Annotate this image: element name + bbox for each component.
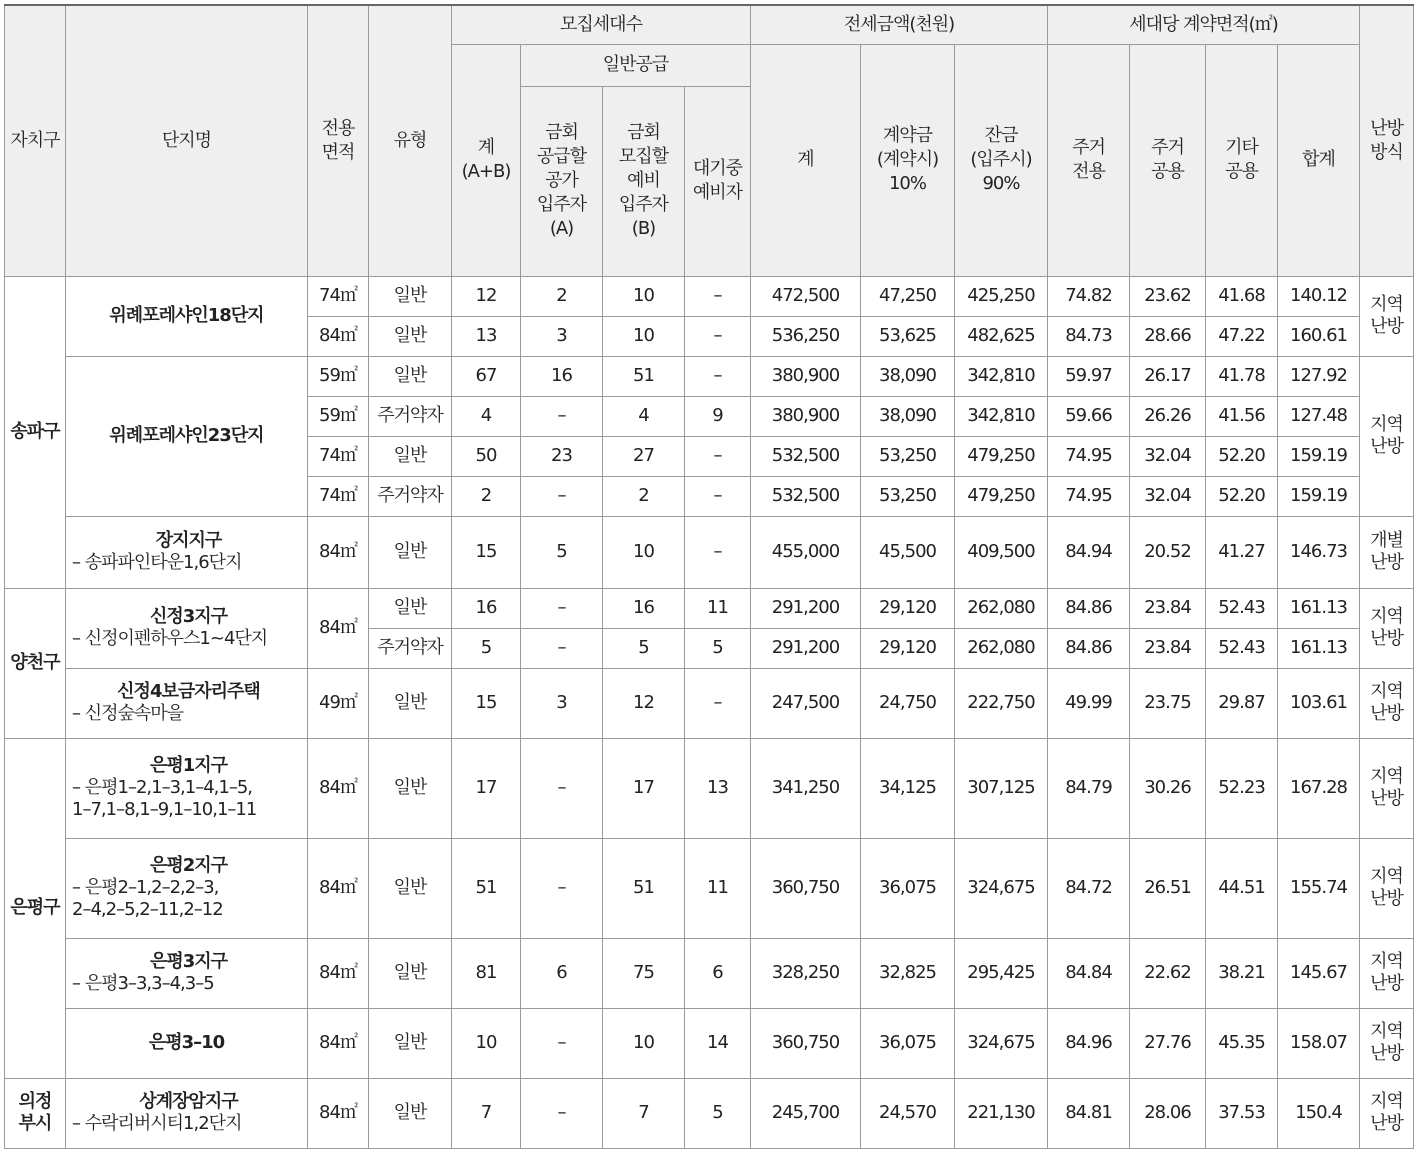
header-type: 유형 — [369, 5, 452, 276]
cell-balance: 307,125 — [955, 738, 1048, 838]
complex-sub: – 신정이펜하우스1~4단지 — [72, 628, 268, 649]
cell-price: 291,200 — [751, 628, 861, 668]
cell-a: – — [521, 396, 603, 436]
table-row — [5, 738, 1414, 838]
cell-price: 328,250 — [751, 938, 861, 1008]
cell-a: 6 — [521, 938, 603, 1008]
cell-balance: 295,425 — [955, 938, 1048, 1008]
cell-a: 3 — [521, 316, 603, 356]
cell-a: – — [521, 628, 603, 668]
cell-type: 주거약자 — [369, 396, 452, 436]
cell-res-private: 84.84 — [1048, 938, 1130, 1008]
cell-res-common: 32.04 — [1130, 436, 1206, 476]
cell-b: 5 — [603, 628, 685, 668]
cell-area: 74㎡ — [308, 476, 369, 516]
cell-total: 16 — [452, 588, 521, 628]
district-uijeongbu: 의정 부시 — [5, 1078, 66, 1148]
cell-a: 16 — [521, 356, 603, 396]
cell-deposit: 36,075 — [861, 1008, 955, 1078]
cell-wait: – — [685, 356, 751, 396]
cell-deposit: 29,120 — [861, 628, 955, 668]
cell-heating: 지역 난방 — [1360, 838, 1414, 938]
header-recruit-group: 모집세대수 — [452, 5, 751, 44]
cell-balance: 342,810 — [955, 396, 1048, 436]
cell-heating: 지역 난방 — [1360, 588, 1414, 668]
cell-res-private: 84.94 — [1048, 516, 1130, 588]
district-yangcheon: 양천구 — [5, 588, 66, 738]
cell-other-common: 47.22 — [1206, 316, 1278, 356]
cell-price: 341,250 — [751, 738, 861, 838]
table-row — [5, 516, 1414, 588]
cell-wait: 9 — [685, 396, 751, 436]
cell-area-sum: 167.28 — [1278, 738, 1360, 838]
cell-wait: – — [685, 316, 751, 356]
complex-sub: – 수락리버시티1,2단지 — [72, 1113, 242, 1134]
cell-type: 일반 — [369, 276, 452, 316]
header-other-common: 기타 공용 — [1206, 44, 1278, 276]
cell-total: 7 — [452, 1078, 521, 1148]
header-supply-a: 금회 공급할 공가 입주자 (A) — [521, 86, 603, 276]
cell-wait: 11 — [685, 838, 751, 938]
table-row — [5, 276, 1414, 316]
cell-area: 84㎡ — [308, 838, 369, 938]
cell-res-common: 23.84 — [1130, 588, 1206, 628]
table-row — [5, 1008, 1414, 1078]
cell-res-private: 74.95 — [1048, 476, 1130, 516]
cell-res-common: 22.62 — [1130, 938, 1206, 1008]
complex-sub: – 은평3–3,3–4,3–5 — [72, 973, 214, 994]
district-songpa: 송파구 — [5, 276, 66, 588]
cell-heating: 지역 난방 — [1360, 668, 1414, 738]
cell-total: 51 — [452, 838, 521, 938]
cell-deposit: 53,625 — [861, 316, 955, 356]
cell-a: 23 — [521, 436, 603, 476]
cell-type: 주거약자 — [369, 628, 452, 668]
cell-area-sum: 161.13 — [1278, 588, 1360, 628]
cell-a: – — [521, 588, 603, 628]
complex-name: 장지지구 — [155, 530, 222, 551]
cell-balance: 262,080 — [955, 628, 1048, 668]
header-complex: 단지명 — [66, 5, 308, 276]
complex-cell — [66, 738, 308, 838]
cell-b: 16 — [603, 588, 685, 628]
cell-area-sum: 127.92 — [1278, 356, 1360, 396]
cell-b: 10 — [603, 276, 685, 316]
cell-res-common: 28.66 — [1130, 316, 1206, 356]
cell-other-common: 52.23 — [1206, 738, 1278, 838]
cell-area: 59㎡ — [308, 396, 369, 436]
table-row — [5, 1078, 1414, 1148]
cell-b: 7 — [603, 1078, 685, 1148]
cell-heating: 지역 난방 — [1360, 938, 1414, 1008]
cell-deposit: 29,120 — [861, 588, 955, 628]
cell-price: 247,500 — [751, 668, 861, 738]
complex-name: 신정4보금자리주택 — [117, 681, 260, 702]
table-row — [5, 588, 1414, 628]
complex-name: 신정3지구 — [149, 606, 228, 627]
cell-wait: – — [685, 668, 751, 738]
cell-area: 84㎡ — [308, 588, 369, 668]
cell-area-sum: 145.67 — [1278, 938, 1360, 1008]
cell-type: 일반 — [369, 1008, 452, 1078]
cell-res-private: 74.82 — [1048, 276, 1130, 316]
cell-deposit: 53,250 — [861, 436, 955, 476]
cell-total: 5 — [452, 628, 521, 668]
table-row — [5, 838, 1414, 938]
cell-price: 380,900 — [751, 356, 861, 396]
cell-a: 5 — [521, 516, 603, 588]
cell-total: 13 — [452, 316, 521, 356]
cell-type: 일반 — [369, 1078, 452, 1148]
cell-total: 17 — [452, 738, 521, 838]
cell-other-common: 41.27 — [1206, 516, 1278, 588]
cell-a: – — [521, 838, 603, 938]
cell-type: 일반 — [369, 668, 452, 738]
cell-b: 17 — [603, 738, 685, 838]
cell-res-common: 32.04 — [1130, 476, 1206, 516]
cell-other-common: 41.56 — [1206, 396, 1278, 436]
header-reserve-b: 금회 모집할 예비 입주자 (B) — [603, 86, 685, 276]
complex-name: 위례포레샤인18단지 — [66, 276, 308, 356]
cell-b: 51 — [603, 838, 685, 938]
cell-type: 일반 — [369, 516, 452, 588]
table-row — [5, 938, 1414, 1008]
cell-type: 일반 — [369, 316, 452, 356]
complex-cell — [66, 588, 308, 668]
cell-wait: – — [685, 476, 751, 516]
complex-name: 은평3–10 — [66, 1008, 308, 1078]
complex-cell — [66, 838, 308, 938]
complex-sub: – 송파파인타운1,6단지 — [72, 552, 242, 573]
complex-name: 은평3지구 — [149, 951, 228, 972]
cell-total: 4 — [452, 396, 521, 436]
cell-other-common: 41.78 — [1206, 356, 1278, 396]
cell-b: 10 — [603, 1008, 685, 1078]
header-price-group: 전세금액(천원) — [751, 5, 1048, 44]
cell-deposit: 36,075 — [861, 838, 955, 938]
cell-heating: 지역 난방 — [1360, 276, 1414, 356]
cell-price: 532,500 — [751, 476, 861, 516]
cell-wait: 13 — [685, 738, 751, 838]
header-area-group: 세대당 계약면적(㎡) — [1048, 5, 1360, 44]
cell-other-common: 45.35 — [1206, 1008, 1278, 1078]
cell-area-sum: 150.4 — [1278, 1078, 1360, 1148]
cell-balance: 324,675 — [955, 1008, 1048, 1078]
cell-wait: 14 — [685, 1008, 751, 1078]
cell-balance: 262,080 — [955, 588, 1048, 628]
cell-area: 84㎡ — [308, 738, 369, 838]
complex-name: 은평1지구 — [149, 755, 228, 776]
cell-type: 일반 — [369, 436, 452, 476]
cell-b: 51 — [603, 356, 685, 396]
cell-price: 360,750 — [751, 838, 861, 938]
table-row — [5, 668, 1414, 738]
header-general-supply: 일반공급 — [521, 44, 751, 86]
cell-deposit: 24,570 — [861, 1078, 955, 1148]
cell-res-private: 84.96 — [1048, 1008, 1130, 1078]
cell-deposit: 45,500 — [861, 516, 955, 588]
header-res-private: 주거 전용 — [1048, 44, 1130, 276]
district-eunpyeong: 은평구 — [5, 738, 66, 1078]
cell-res-common: 23.62 — [1130, 276, 1206, 316]
cell-other-common: 52.43 — [1206, 628, 1278, 668]
header-balance: 잔금 (입주시) 90% — [955, 44, 1048, 276]
cell-res-private: 84.72 — [1048, 838, 1130, 938]
header-district: 자치구 — [5, 5, 66, 276]
cell-area: 84㎡ — [308, 1008, 369, 1078]
cell-heating: 지역 난방 — [1360, 738, 1414, 838]
cell-area-sum: 155.74 — [1278, 838, 1360, 938]
cell-a: 3 — [521, 668, 603, 738]
cell-wait: – — [685, 276, 751, 316]
table-row — [5, 356, 1414, 396]
cell-res-common: 26.17 — [1130, 356, 1206, 396]
cell-balance: 324,675 — [955, 838, 1048, 938]
cell-other-common: 52.20 — [1206, 476, 1278, 516]
cell-res-private: 84.81 — [1048, 1078, 1130, 1148]
cell-area: 74㎡ — [308, 436, 369, 476]
cell-deposit: 24,750 — [861, 668, 955, 738]
complex-cell — [66, 1078, 308, 1148]
complex-name: 위례포레샤인23단지 — [66, 356, 308, 516]
header-total-ab: 계 (A+B) — [452, 44, 521, 276]
cell-area-sum: 103.61 — [1278, 668, 1360, 738]
cell-res-private: 84.86 — [1048, 628, 1130, 668]
cell-res-common: 28.06 — [1130, 1078, 1206, 1148]
cell-area: 49㎡ — [308, 668, 369, 738]
cell-price: 472,500 — [751, 276, 861, 316]
cell-b: 10 — [603, 516, 685, 588]
cell-balance: 425,250 — [955, 276, 1048, 316]
header-heating: 난방 방식 — [1360, 5, 1414, 276]
complex-name: 은평2지구 — [149, 855, 228, 876]
cell-balance: 479,250 — [955, 476, 1048, 516]
cell-price: 291,200 — [751, 588, 861, 628]
cell-res-common: 20.52 — [1130, 516, 1206, 588]
cell-balance: 482,625 — [955, 316, 1048, 356]
cell-total: 2 — [452, 476, 521, 516]
cell-area: 74㎡ — [308, 276, 369, 316]
rental-supply-table-wrap — [4, 4, 1414, 1149]
header-deposit: 계약금 (계약시) 10% — [861, 44, 955, 276]
cell-balance: 409,500 — [955, 516, 1048, 588]
cell-deposit: 53,250 — [861, 476, 955, 516]
cell-deposit: 38,090 — [861, 356, 955, 396]
cell-type: 일반 — [369, 838, 452, 938]
cell-deposit: 47,250 — [861, 276, 955, 316]
cell-area: 84㎡ — [308, 516, 369, 588]
complex-cell — [66, 668, 308, 738]
cell-other-common: 44.51 — [1206, 838, 1278, 938]
cell-res-private: 59.66 — [1048, 396, 1130, 436]
cell-wait: 6 — [685, 938, 751, 1008]
complex-cell — [66, 938, 308, 1008]
cell-a: 2 — [521, 276, 603, 316]
cell-balance: 479,250 — [955, 436, 1048, 476]
cell-price: 455,000 — [751, 516, 861, 588]
cell-area-sum: 160.61 — [1278, 316, 1360, 356]
cell-res-private: 84.79 — [1048, 738, 1130, 838]
cell-area-sum: 159.19 — [1278, 476, 1360, 516]
cell-balance: 222,750 — [955, 668, 1048, 738]
complex-cell — [66, 516, 308, 588]
cell-price: 532,500 — [751, 436, 861, 476]
cell-total: 12 — [452, 276, 521, 316]
cell-area: 59㎡ — [308, 356, 369, 396]
cell-b: 27 — [603, 436, 685, 476]
cell-area-sum: 140.12 — [1278, 276, 1360, 316]
cell-total: 10 — [452, 1008, 521, 1078]
cell-b: 4 — [603, 396, 685, 436]
header-area-sum: 합계 — [1278, 44, 1360, 276]
cell-total: 15 — [452, 668, 521, 738]
cell-b: 75 — [603, 938, 685, 1008]
cell-area-sum: 146.73 — [1278, 516, 1360, 588]
cell-res-common: 23.75 — [1130, 668, 1206, 738]
cell-res-common: 30.26 — [1130, 738, 1206, 838]
cell-res-common: 27.76 — [1130, 1008, 1206, 1078]
cell-other-common: 41.68 — [1206, 276, 1278, 316]
cell-other-common: 29.87 — [1206, 668, 1278, 738]
cell-a: – — [521, 1078, 603, 1148]
cell-price: 536,250 — [751, 316, 861, 356]
cell-res-private: 59.97 — [1048, 356, 1130, 396]
cell-a: – — [521, 476, 603, 516]
cell-heating: 지역 난방 — [1360, 356, 1414, 516]
cell-heating: 지역 난방 — [1360, 1078, 1414, 1148]
cell-area: 84㎡ — [308, 938, 369, 1008]
cell-res-private: 74.95 — [1048, 436, 1130, 476]
cell-wait: 5 — [685, 628, 751, 668]
cell-b: 2 — [603, 476, 685, 516]
complex-sub: – 은평1–2,1–3,1–4,1–5, 1–7,1–8,1–9,1–10,1–11 — [72, 777, 257, 820]
cell-area-sum: 127.48 — [1278, 396, 1360, 436]
cell-other-common: 52.20 — [1206, 436, 1278, 476]
cell-total: 67 — [452, 356, 521, 396]
cell-other-common: 52.43 — [1206, 588, 1278, 628]
cell-area-sum: 161.13 — [1278, 628, 1360, 668]
cell-type: 일반 — [369, 738, 452, 838]
header-waiting: 대기중 예비자 — [685, 86, 751, 276]
cell-res-private: 84.86 — [1048, 588, 1130, 628]
cell-other-common: 37.53 — [1206, 1078, 1278, 1148]
cell-a: – — [521, 738, 603, 838]
cell-price: 245,700 — [751, 1078, 861, 1148]
cell-res-common: 26.26 — [1130, 396, 1206, 436]
complex-name: 상계장암지구 — [139, 1091, 238, 1112]
cell-heating: 개별 난방 — [1360, 516, 1414, 588]
rental-supply-table — [4, 4, 1414, 1149]
cell-wait: 5 — [685, 1078, 751, 1148]
cell-res-common: 26.51 — [1130, 838, 1206, 938]
cell-total: 50 — [452, 436, 521, 476]
header-area: 전용 면적 — [308, 5, 369, 276]
cell-total: 81 — [452, 938, 521, 1008]
cell-wait: 11 — [685, 588, 751, 628]
cell-a: – — [521, 1008, 603, 1078]
cell-area: 84㎡ — [308, 1078, 369, 1148]
complex-sub: – 신정숲속마을 — [72, 703, 184, 724]
header-res-common: 주거 공용 — [1130, 44, 1206, 276]
cell-b: 12 — [603, 668, 685, 738]
cell-deposit: 34,125 — [861, 738, 955, 838]
cell-type: 일반 — [369, 588, 452, 628]
cell-res-common: 23.84 — [1130, 628, 1206, 668]
cell-deposit: 32,825 — [861, 938, 955, 1008]
cell-heating: 지역 난방 — [1360, 1008, 1414, 1078]
cell-area: 84㎡ — [308, 316, 369, 356]
cell-res-private: 49.99 — [1048, 668, 1130, 738]
cell-wait: – — [685, 436, 751, 476]
cell-area-sum: 159.19 — [1278, 436, 1360, 476]
header-price-total: 계 — [751, 44, 861, 276]
cell-b: 10 — [603, 316, 685, 356]
cell-deposit: 38,090 — [861, 396, 955, 436]
cell-area-sum: 158.07 — [1278, 1008, 1360, 1078]
cell-total: 15 — [452, 516, 521, 588]
cell-other-common: 38.21 — [1206, 938, 1278, 1008]
cell-res-private: 84.73 — [1048, 316, 1130, 356]
cell-type: 일반 — [369, 356, 452, 396]
complex-sub: – 은평2–1,2–2,2–3, 2–4,2–5,2–11,2–12 — [72, 877, 223, 920]
cell-wait: – — [685, 516, 751, 588]
cell-type: 주거약자 — [369, 476, 452, 516]
cell-price: 380,900 — [751, 396, 861, 436]
cell-type: 일반 — [369, 938, 452, 1008]
cell-balance: 342,810 — [955, 356, 1048, 396]
cell-price: 360,750 — [751, 1008, 861, 1078]
cell-balance: 221,130 — [955, 1078, 1048, 1148]
